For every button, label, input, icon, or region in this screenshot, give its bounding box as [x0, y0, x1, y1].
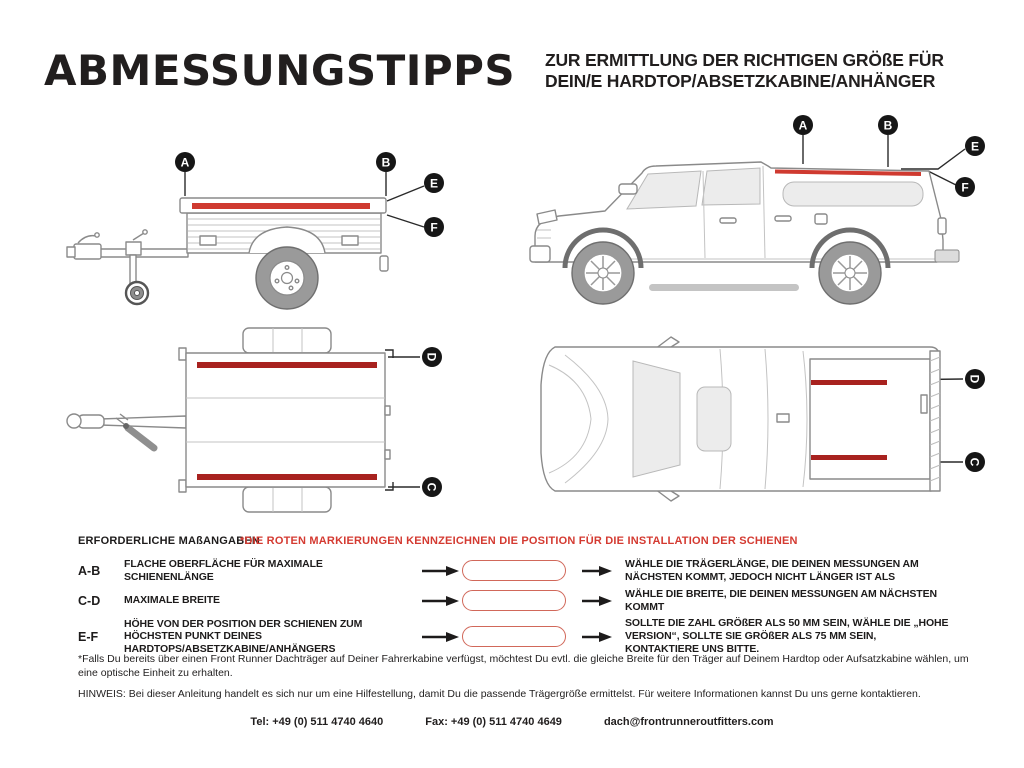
- measurement-description: MAXIMALE BREITE: [124, 594, 220, 607]
- trailer-top-view-diagram: [30, 320, 460, 520]
- arrow-icon: [422, 595, 462, 607]
- contact-fax: Fax: +49 (0) 511 4740 4649: [425, 716, 562, 728]
- subtitle-line-2: DEIN/E HARDTOP/ABSETZKABINE/ANHÄNGER: [545, 71, 936, 91]
- measurements-heading: ERFORDERLICHE MAßANGABEN: [78, 535, 261, 547]
- svg-text:C: C: [967, 457, 982, 467]
- svg-text:A: A: [798, 118, 808, 133]
- page-subtitle: [545, 50, 944, 92]
- measurement-key: E-F: [78, 629, 99, 644]
- rail-marking-bed-2: [811, 455, 887, 460]
- label-badge-a: [175, 152, 195, 172]
- measurement-hint: SOLLTE DIE ZAHL GRÖßER ALS 50 MM SEIN, WÄHLE DIE „HOHE VERSION“, SOLLTE SIE GRÖßER ALS 75 MM SEIN, KONTAKTIERE UNS BITTE.: [625, 617, 949, 655]
- truck-side-view-drawing: [515, 100, 1015, 325]
- measurement-entry-field: [462, 590, 566, 611]
- arrow-icon: [582, 565, 612, 577]
- label-badge-d: [422, 347, 442, 367]
- measurement-hint: WÄHLE DIE TRÄGERLÄNGE, DIE DEINEN MESSUNGEN AM NÄCHSTEN KOMMT, JEDOCH NICHT LÄNGER IST ALS: [625, 557, 919, 583]
- measurement-hint: WÄHLE DIE BREITE, DIE DEINEN MESSUNGEN AM NÄCHSTEN KOMMT: [625, 587, 937, 613]
- svg-text:B: B: [883, 118, 893, 133]
- arrow-icon: [422, 565, 462, 577]
- measurement-key: C-D: [78, 593, 101, 608]
- rail-marking-top-2: [197, 474, 377, 480]
- hinweis-note: HINWEIS: Bei dieser Anleitung handelt es sich nur um eine Hilfestellung, damit Du die passende Trägergröße ermittelst. Für weitere Informationen kannst Du uns gerne kontaktieren.: [78, 688, 921, 700]
- svg-text:F: F: [961, 180, 969, 195]
- svg-text:A: A: [180, 155, 190, 170]
- trailer-side-view-diagram: [30, 130, 470, 320]
- truck-top-view-drawing: [525, 335, 1015, 520]
- svg-text:E: E: [429, 176, 439, 191]
- label-badge-e: [424, 173, 444, 193]
- label-badge-b: [878, 115, 898, 135]
- label-badge-b: [376, 152, 396, 172]
- subtitle-line-1: ZUR ERMITTLUNG DER RICHTIGEN GRÖßE FÜR: [545, 50, 944, 70]
- svg-text:F: F: [430, 220, 438, 235]
- measurement-entry-field: [462, 626, 566, 647]
- label-badge-f: [955, 177, 975, 197]
- contact-line: [0, 716, 1024, 728]
- asterisk-footnote: *Falls Du bereits über einen Front Runner Dachträger auf Deiner Fahrerkabine verfügst, möchtest Du evtl. die gleiche Breite für den Träger auf Deinem Hardtop oder Aufsatzkabine wählen, um eine optische Einheit zu erhalten.: [78, 653, 969, 679]
- contact-email: dach@frontrunneroutfitters.com: [603, 716, 774, 728]
- side-step: [649, 284, 799, 291]
- label-badge-f: [424, 217, 444, 237]
- measurement-description: FLACHE OBERFLÄCHE FÜR MAXIMALE SCHIENENLÄNGE: [124, 558, 323, 583]
- label-badge-c: [422, 477, 442, 497]
- truck-side-view-diagram: [515, 100, 1015, 325]
- arrow-icon: [422, 631, 462, 643]
- measurement-row-ef: [78, 617, 950, 656]
- svg-text:D: D: [967, 374, 982, 384]
- label-badge-e: [965, 136, 985, 156]
- arrow-icon: [582, 595, 612, 607]
- truck-top-view-diagram: [525, 335, 1015, 520]
- measurement-key: A-B: [78, 563, 101, 578]
- measurement-entry-field: [462, 560, 566, 581]
- measurement-row-ab: [78, 557, 950, 584]
- rail-marking-side: [192, 203, 370, 209]
- measurement-description: HÖHE VON DER POSITION DER SCHIENEN ZUM HÖCHSTEN PUNKT DEINES HARDTOPS/ABSETZKABINE/ANHÄNGERS: [124, 617, 363, 655]
- trailer-side-view-drawing: [30, 130, 470, 320]
- label-badge-a: [793, 115, 813, 135]
- label-badge-c: [965, 452, 985, 472]
- svg-text:B: B: [381, 155, 391, 170]
- label-badge-d: [965, 369, 985, 389]
- svg-text:C: C: [424, 482, 439, 492]
- contact-tel: Tel: +49 (0) 511 4740 4640: [250, 716, 384, 728]
- rail-marking-top-1: [197, 362, 377, 368]
- measurement-row-cd: [78, 587, 950, 614]
- svg-text:D: D: [424, 352, 439, 362]
- rail-marking-truck-side: [775, 172, 921, 175]
- red-markings-note: *DIE ROTEN MARKIERUNGEN KENNZEICHNEN DIE POSITION FÜR DIE INSTALLATION DER SCHIENEN: [240, 535, 798, 547]
- measurements-table: [78, 557, 950, 659]
- page-title: ABMESSUNGSTIPPS: [44, 46, 516, 95]
- arrow-icon: [582, 631, 612, 643]
- svg-text:E: E: [970, 139, 980, 154]
- trailer-top-view-drawing: [30, 320, 460, 520]
- rear-wheel: [819, 242, 881, 304]
- rail-marking-bed-1: [811, 380, 887, 385]
- front-wheel: [572, 242, 634, 304]
